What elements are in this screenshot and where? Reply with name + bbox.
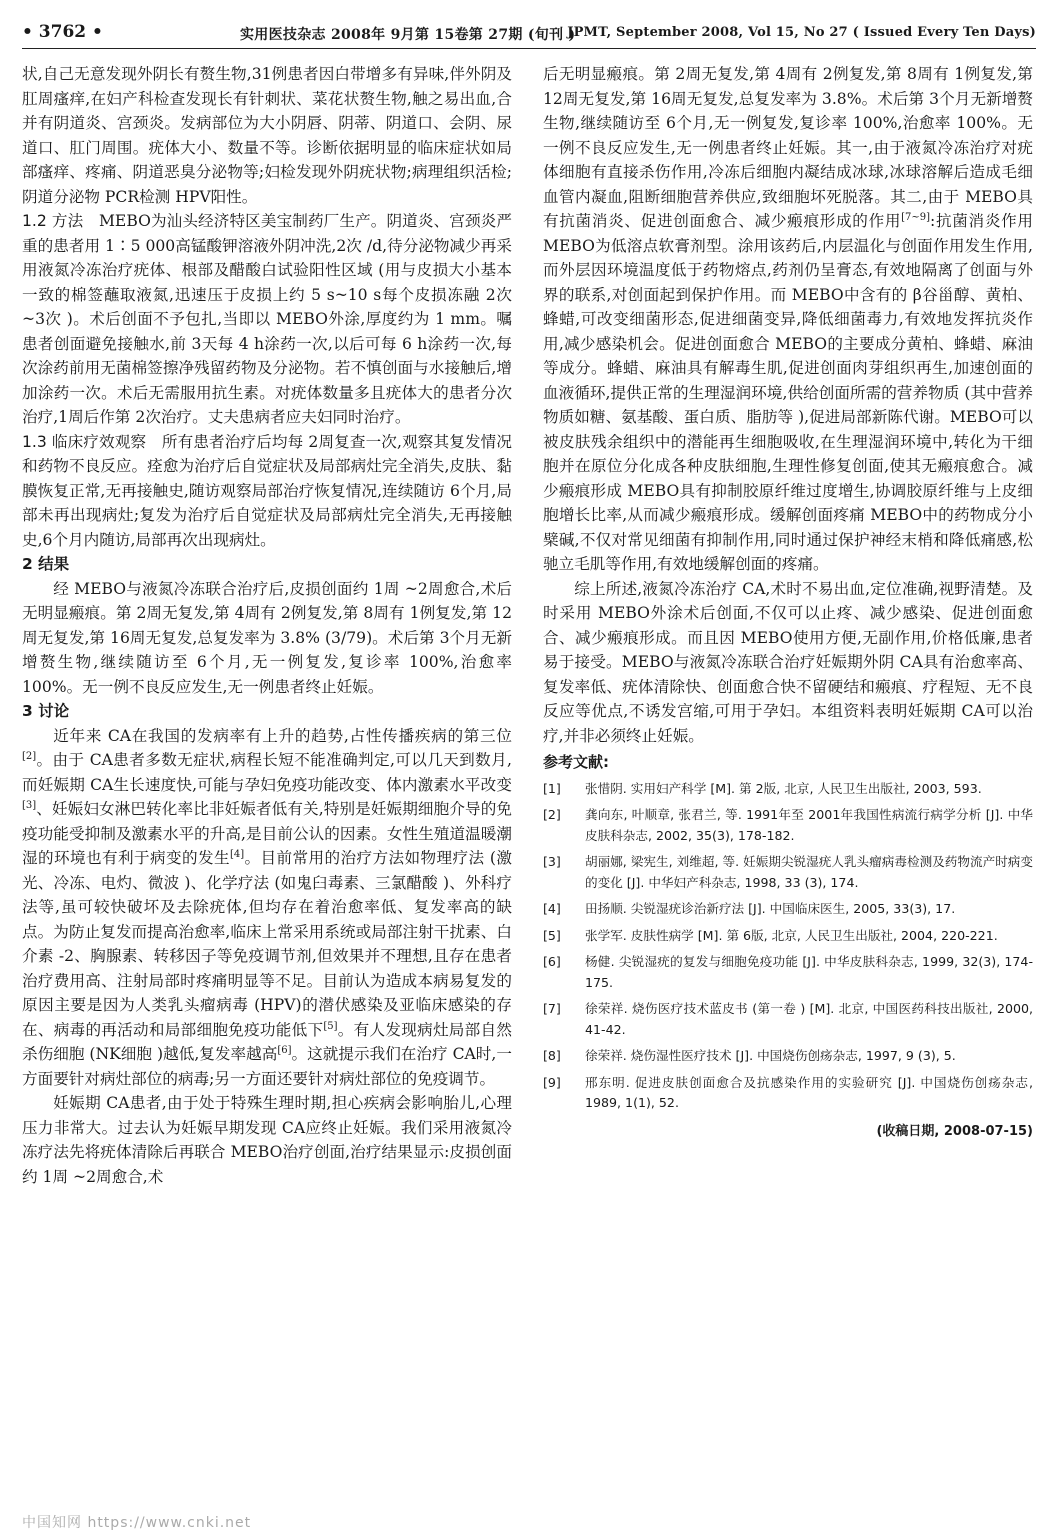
reference-item: [543, 779, 1033, 800]
citation: [6]: [277, 1044, 292, 1056]
reference-item: [543, 1073, 1033, 1114]
reference-text: 杨健. 尖锐湿疣的复发与细胞免疫功能 [J]. 中华皮肤科杂志, 1999, 32(3), 174-175.: [585, 954, 1033, 990]
discussion-text: 后无明显瘢痕。第 2周无复发,第 4周有 2例复发,第 8周有 1例复发,第 12周无复发,第 16周无复发,总复发率为 3.8%。术后第 3个月无新增赘生物,继续随访至 6个月,无一例复发,复诊率 100%,治愈率 100%。无一例不良反应发生,无一例患者终止妊娠。其一,由于液氮冷冻治疗对疣体细胞有直接杀伤作用,冷冻后细胞内凝结成冰球,冰球溶解后造成毛细血管内凝血,阻断细胞营养供应,致细胞坏死脱落。其二,由于 MEBO具有抗菌消炎、促进创面愈合、减少瘢痕形成的作用: [543, 65, 1033, 230]
section-3-title: 3 讨论: [22, 702, 70, 720]
left-column: [22, 62, 512, 1189]
results-paragraph: 经 MEBO与液氮冷冻联合治疗后,皮损创面约 1周 ~2周愈合,术后无明显瘢痕。第 2周无复发,第 4周有 2例复发,第 8周有 1例复发,第 12周无复发,第 16周无复发,总复发率为 3.8% (3/79)。术后第 3个月无新增赘生物,继续随访至 6个月,无一例复发,复诊率 100%,治愈率 100%。无一例不良反应发生,无一例患者终止妊娠。: [22, 579, 512, 696]
reference-text: 龚向东, 叶顺章, 张君兰, 等. 1991年至 2001年我国性病流行病学分析 [J]. 中华皮肤科杂志, 2002, 35(3), 178-182.: [585, 807, 1033, 843]
discussion-text: 。目前常用的治疗方法如物理疗法 (激光、冷冻、电灼、微波 )、化学疗法 (如鬼臼毒素、三氯醋酸 )、外科疗法等,虽可较快破坏及去除疣体,但均存在着治愈率低、复发率高的缺点。为防止复发而提高治愈率,临床上常采用系统或局部注射干扰素、白介素 -2、胸腺素、转移因子等免疫调节剂,但效果并不理想,且存在患者治疗费用高、注射局部时疼痛明显等不足。目前认为造成本病易复发的原因主要是因为人类乳头瘤病毒 (HPV)的潜伏感染及亚临床感染的存在、病毒的再活动和局部细胞免疫功能低下: [22, 849, 512, 1039]
journal-title-en: JPMT, September 2008, Vol 15, No 27 ( Issued Every Ten Days): [567, 25, 1036, 40]
section-1-2-title: 1.2 方法: [22, 212, 84, 230]
discussion-paragraph-2-continued: [543, 62, 1033, 577]
discussion-text: 。由于 CA患者多数无症状,病程长短不能准确判定,可以几天到数月,而妊娠期 CA生长速度快,可能与孕妇免疫功能改变、体内激素水平改变: [22, 751, 512, 794]
reference-text: 张学军. 皮肤性病学 [M]. 第 6版, 北京, 人民卫生出版社, 2004, 220-221.: [585, 927, 998, 943]
reference-text: 田扬顺. 尖锐湿疣诊治新疗法 [J]. 中国临床医生, 2005, 33(3), 17.: [585, 901, 956, 916]
reference-text: 徐荣祥. 烧伤医疗技术蓝皮书 (第一卷 ) [M]. 北京, 中国医药科技出版社, 2000, 41-42.: [585, 1001, 1033, 1037]
reference-text: 张惜阴. 实用妇产科学 [M]. 第 2版, 北京, 人民卫生出版社, 2003, 593.: [585, 780, 982, 796]
right-column: [543, 62, 1033, 1144]
citation: [4]: [229, 848, 245, 860]
discussion-text: 、妊娠妇女淋巴转化率比非妊娠者低有关,特别是妊娠期细胞介导的免疫功能受抑制及激素水平的升高,是目前公认的因素。女性生殖道温暖潮湿的环境也有利于病变的发生: [22, 800, 512, 867]
discussion-paragraph-2: 妊娠期 CA患者,由于处于特殊生理时期,担心疾病会影响胎儿,心理压力非常大。过去认为妊娠早期发现 CA应终止妊娠。我们采用液氮冷冻疗法先将疣体清除后再联合 MEBO治疗创面,治疗结果显示:皮损创面约 1周 ~2周愈合,术: [22, 1094, 512, 1186]
received-date: (收稿日期, 2008-07-15): [876, 1123, 1033, 1139]
discussion-text: 近年来 CA在我国的发病率有上升的趋势,占性传播疾病的第三位: [53, 726, 512, 745]
section-1-2: [22, 209, 512, 430]
reference-item: [543, 805, 1033, 846]
conclusion-paragraph: 综上所述,液氮冷冻治疗 CA,术时不易出血,定位准确,视野清楚。及时采用 MEBO外涂术后创面,不仅可以止疼、减少感染、促进创面愈合、减少瘢痕形成。而且因 MEBO使用方便,无副作用,价格低廉,患者易于接受。MEBO与液氮冷冻联合治疗妊娠期外阴 CA具有治愈率高、复发率低、疣体清除快、创面愈合快不留硬结和瘢痕、疗程短、无不良反应等优点,不诱发宫缩,可用于孕妇。本组资料表明妊娠期 CA可以治疗,并非必须终止妊娠。: [543, 579, 1033, 745]
citation: [5]: [323, 1020, 338, 1032]
section-1-2-text: MEBO为汕头经济特区美宝制药厂生产。阴道炎、宫颈炎严重的患者用 1∶5 000高锰酸钾溶液外阴冲洗,2次 /d,待分泌物减少再采用液氮冷冻治疗疣体、根部及醋酸白试验阳性区域 (用与皮损大小基本一致的棉签蘸取液氮,迅速压于皮损上约 5 s~10 s每个皮损冻融 2次 ~3次 )。术后创面不予包扎,当即以 MEBO外涂,厚度约为 1 mm。嘱患者创面避免接触水,前 3天每 4 h涂药一次,以后可每 6 h涂药一次,每次涂药前用无菌棉签擦净残留药物及分泌物。若不慎创面与水接触后,增加涂药一次。术后无需服用抗生素。对疣体数量多且疣体大的患者分次治疗,1周后作第 2次治疗。丈夫患病者应夫妇同时治疗。: [22, 212, 512, 426]
reference-number: [7]: [543, 1001, 561, 1016]
reference-number: [2]: [543, 807, 561, 822]
reference-number: [6]: [543, 954, 561, 969]
reference-item: [543, 852, 1033, 893]
reference-number: [3]: [543, 854, 561, 869]
reference-text: 胡丽娜, 梁宪生, 刘维超, 等. 妊娠期尖锐湿疣人乳头瘤病毒检测及药物流产时病变的变化 [J]. 中华妇产科杂志, 1998, 33 (3), 174.: [585, 854, 1033, 890]
section-1-3-title: 1.3 临床疗效观察: [22, 432, 147, 451]
journal-title-cn: 实用医技杂志 2008年 9月第 15卷第 27期 (旬刊 ): [240, 27, 576, 43]
discussion-text: 。这就提示我们在治疗 CA时,一方面要针对病灶部位的病毒;另一方面还要针对病灶部位的免疫调节。: [22, 1045, 512, 1088]
watermark: 中国知网 https://www.cnki.net: [22, 1515, 252, 1531]
reference-number: [5]: [543, 927, 561, 943]
section-1-3: [22, 430, 512, 553]
discussion-paragraph-1: [22, 724, 512, 1092]
page-number: • 3762 •: [22, 22, 103, 42]
reference-text: 徐荣祥. 烧伤湿性医疗技术 [J]. 中国烧伤创疡杂志, 1997, 9 (3), 5.: [585, 1048, 956, 1063]
methods-paragraph-continued: 状,自己无意发现外阴长有赘生物,31例患者因白带增多有异味,伴外阴及肛周瘙痒,在妇产科检查发现长有针刺状、菜花状赘生物,触之易出血,合并有阴道炎、宫颈炎。发病部位为大小阴唇、阴蒂、阴道口、会阴、尿道口、肛门周围。疣体大小、数量不等。诊断依据明显的临床症状如局部瘙痒、疼痛、阴道恶臭分泌物等;妇检发现外阴疣状物;病理组织活检;阴道分泌物 PCR检测 HPV阳性。: [22, 65, 512, 206]
reference-text: 邢东明. 促进皮肤创面愈合及抗感染作用的实验研究 [J]. 中国烧伤创疡杂志, 1989, 1(1), 52.: [585, 1074, 1033, 1110]
discussion-text: 。有人发现病灶局部自然杀伤细胞 (NK细胞 )越低,复发率越高: [22, 1020, 512, 1063]
reference-number: [9]: [543, 1074, 561, 1090]
reference-item: [543, 952, 1033, 993]
reference-number: [1]: [543, 780, 561, 796]
references-title: 参考文献:: [543, 753, 609, 771]
citation: [3]: [22, 799, 37, 811]
reference-number: [4]: [543, 901, 561, 916]
reference-item: [543, 1046, 1033, 1067]
section-1-3-text: 所有患者治疗后均每 2周复查一次,观察其复发情况和药物不良反应。痊愈为治疗后自觉症状及局部病灶完全消失,皮肤、黏膜恢复正常,无再接触史,随访观察局部治疗恢复情况,连续随访 6个月,局部未再出现病灶;复发为治疗后自觉症状及局部病灶完全消失,无再接触史,6个月内随访,局部再次出现病灶。: [22, 432, 512, 549]
reference-number: [8]: [543, 1048, 561, 1063]
page-header: [22, 22, 1036, 49]
section-2-title: 2 结果: [22, 555, 70, 573]
reference-list: [543, 779, 1033, 1114]
reference-item: [543, 999, 1033, 1040]
reference-item: [543, 926, 1033, 947]
discussion-text: :抗菌消炎作用 MEBO为低溶点软膏剂型。涂用该药后,内层温化与创面作用发生作用,而外层因环境温度低于药物熔点,药剂仍呈膏态,有效地隔离了创面与外界的联系,对创面起到保护作用。而 MEBO中含有的 β谷甾醇、黄柏、蜂蜡,可改变细菌形态,促进细菌变异,降低细菌毒力,有效地发挥抗炎作用,减少感染机会。促进创面愈合 MEBO的主要成分黄柏、蜂蜡、麻油等成分。蜂蜡、麻油具有解毒生肌,促进创面肉芽组织再生,加速创面的血液循环,提供正常的生理湿润环境,供给创面所需的营养物质 (其中营养物质如糖、氨基酸、蛋白质、脂肪等 ),促进局部新陈代谢。MEBO可以被皮肤残余组织中的潜能再生细胞吸收,在生理湿润环境中,转化为干细胞并在原位分化成各种皮肤细胞,生理性修复创面,使其无瘢痕愈合。减少瘢痕形成 MEBO具有抑制胶原纤维过度增生,协调胶原纤维与上皮细胞增长比率,从而减少瘢痕形成。缓解创面疼痛 MEBO中的药物成分小檗碱,不仅对常见细菌有抑制作用,同时通过保护神经末梢和降低痛感,松驰立毛肌等作用,有效地缓解创面的疼痛。: [543, 212, 1033, 573]
citation: [7~9]: [901, 211, 931, 223]
reference-item: [543, 899, 1033, 920]
citation: [2]: [22, 750, 37, 762]
